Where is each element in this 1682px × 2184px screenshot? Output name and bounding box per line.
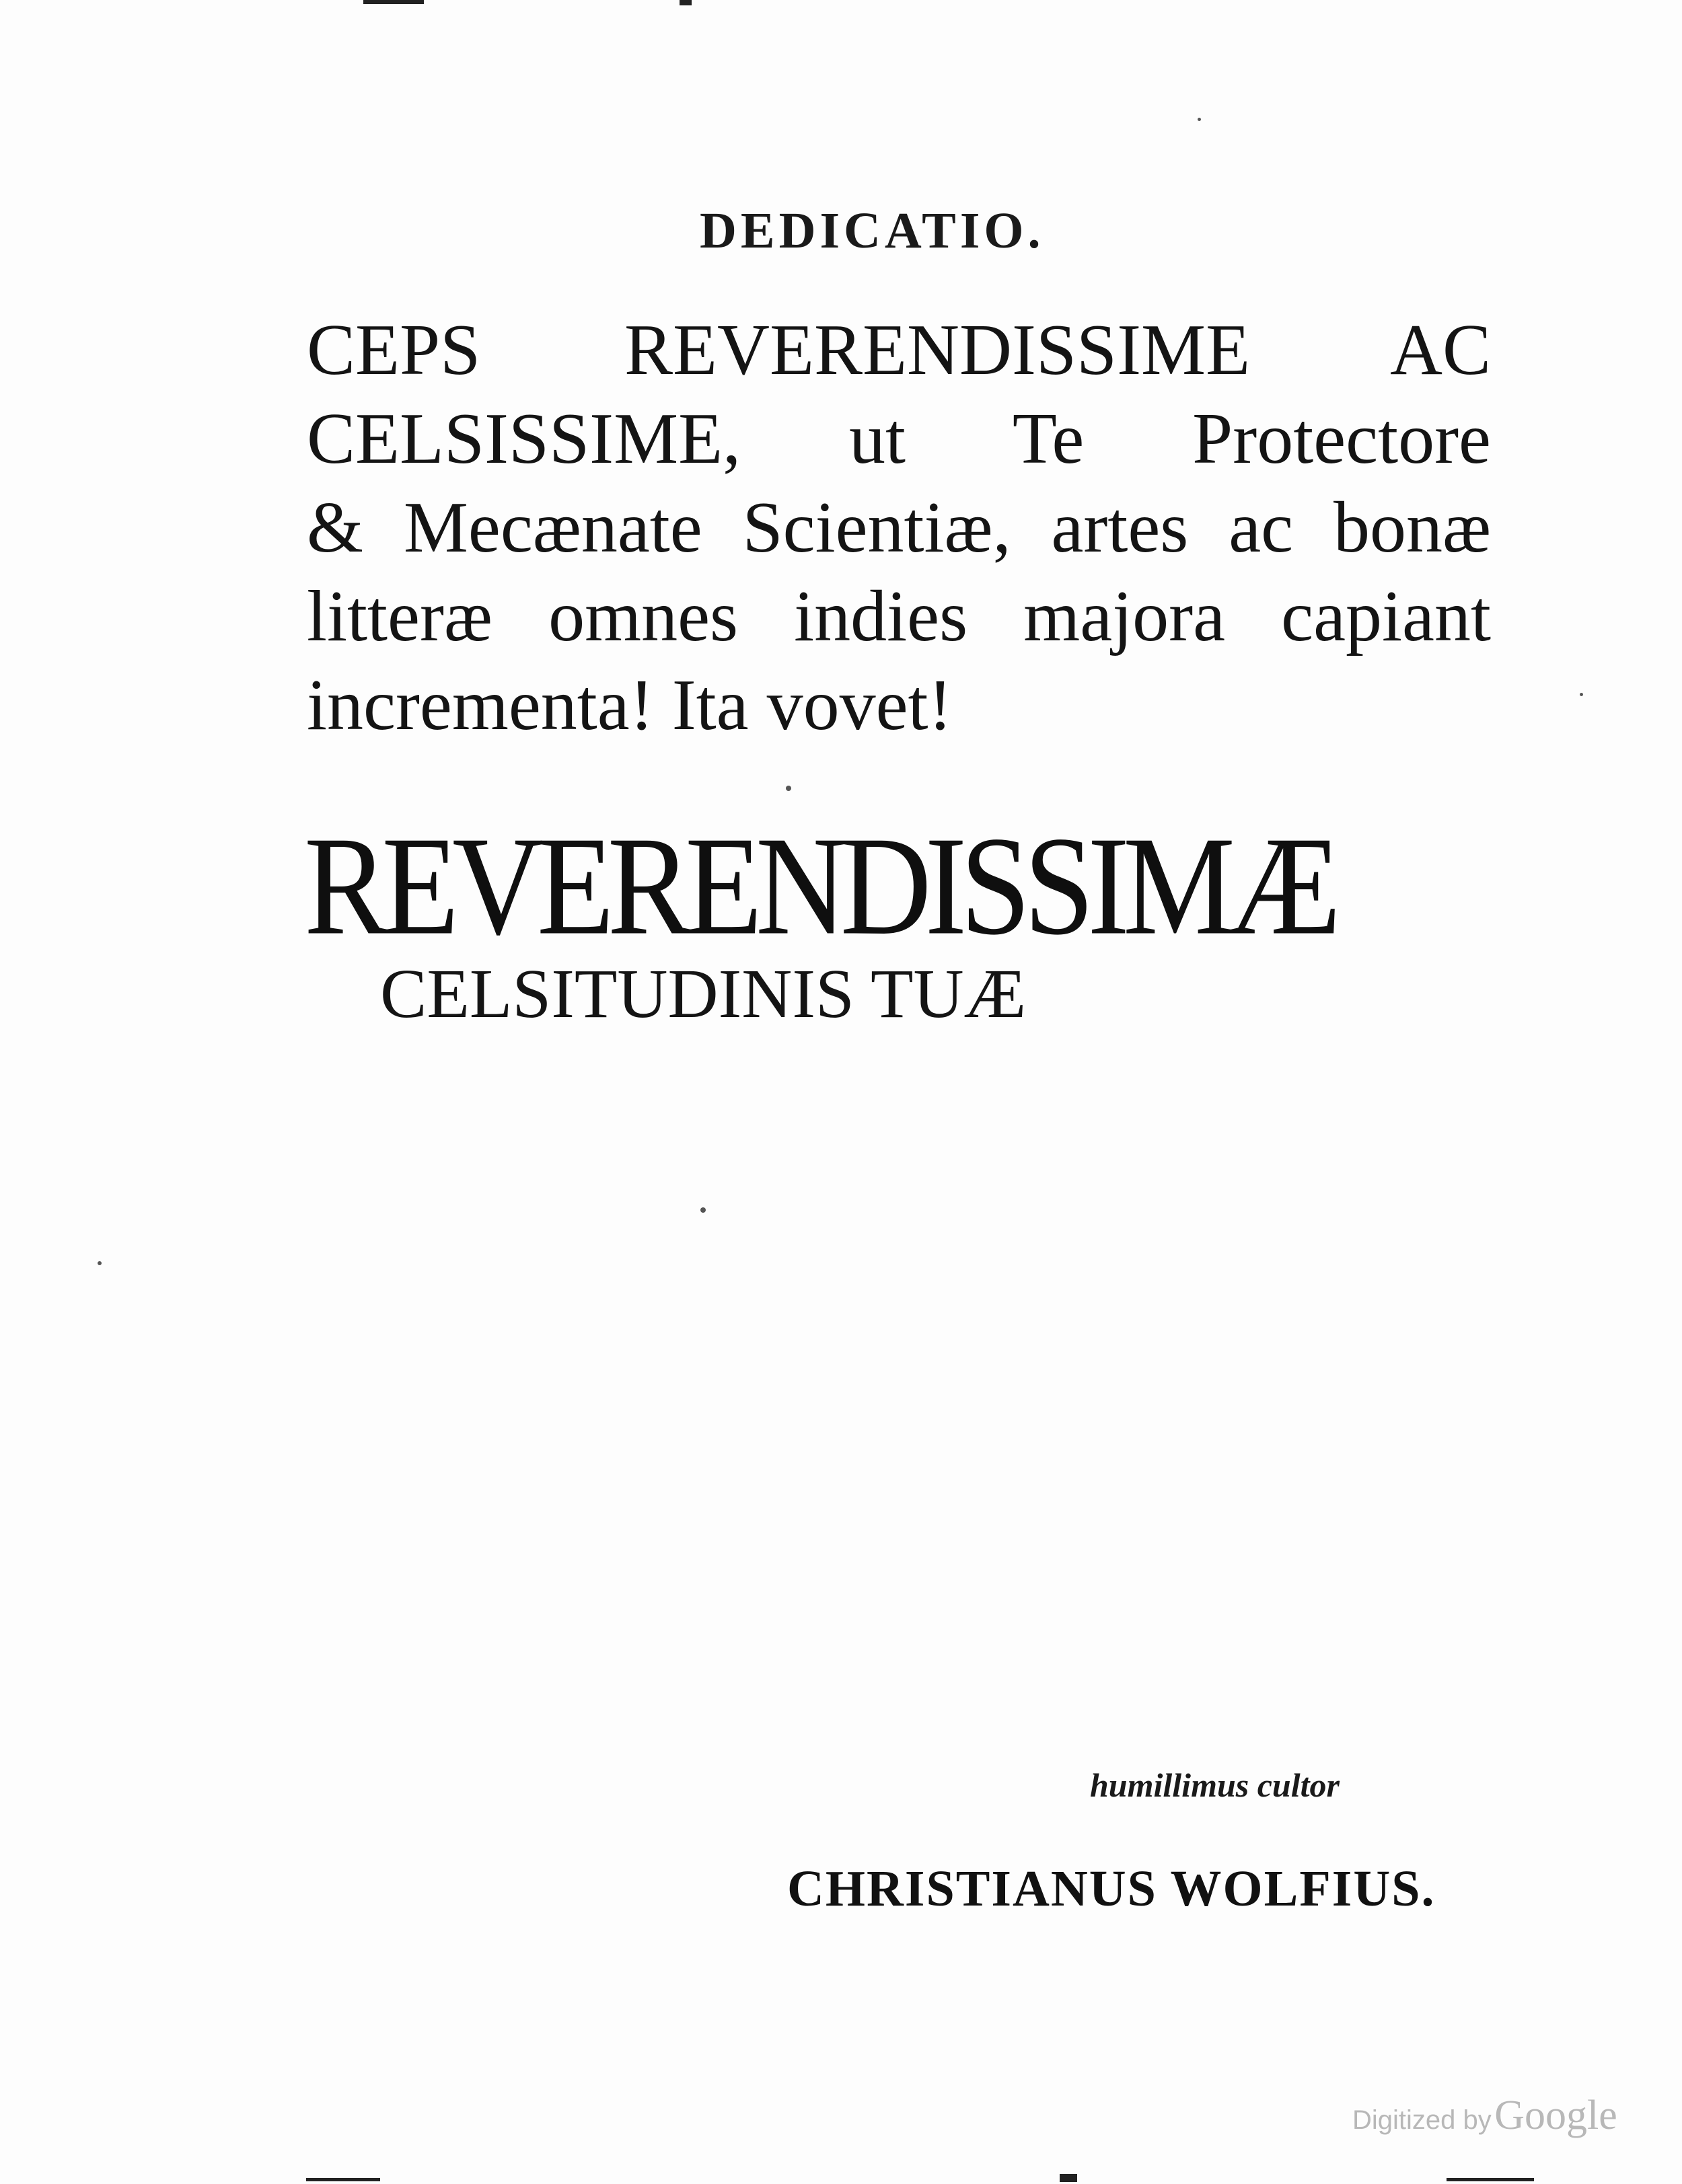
author-signature: CHRISTIANUS WOLFIUS.	[787, 1860, 1436, 1917]
body-line: CELSISSIME, ut Te Protectore	[307, 399, 1491, 479]
scan-speck	[786, 786, 791, 791]
body-line: litteræ omnes indies majora capiant	[307, 576, 1491, 656]
scan-edge-mark	[1060, 2174, 1077, 2182]
digitization-watermark	[1352, 2092, 1617, 2140]
body-line: & Mecænate Scientiæ, artes ac bonæ	[307, 488, 1491, 568]
scan-speck	[700, 1207, 706, 1213]
scan-edge-mark	[306, 2178, 380, 2181]
scan-edge-mark	[363, 0, 424, 4]
closing-phrase: humillimus cultor	[1090, 1766, 1340, 1804]
scan-edge-mark	[1447, 2178, 1534, 2181]
watermark-brand: Google	[1494, 2093, 1617, 2138]
scan-speck	[98, 1261, 102, 1265]
address-title: REVERENDISSIMÆ	[304, 806, 1335, 965]
watermark-prefix: Digitized by	[1352, 2105, 1492, 2135]
scan-edge-mark	[680, 0, 692, 5]
page-heading: DEDICATIO.	[700, 202, 1045, 259]
dedication-body	[307, 306, 1491, 750]
body-line: incrementa! Ita vovet!	[307, 665, 953, 745]
scan-speck	[1580, 693, 1583, 696]
address-subtitle: CELSITUDINIS TUÆ	[380, 955, 1027, 1032]
body-line: CEPS REVERENDISSIME AC	[307, 310, 1491, 390]
scan-speck	[1198, 118, 1201, 121]
